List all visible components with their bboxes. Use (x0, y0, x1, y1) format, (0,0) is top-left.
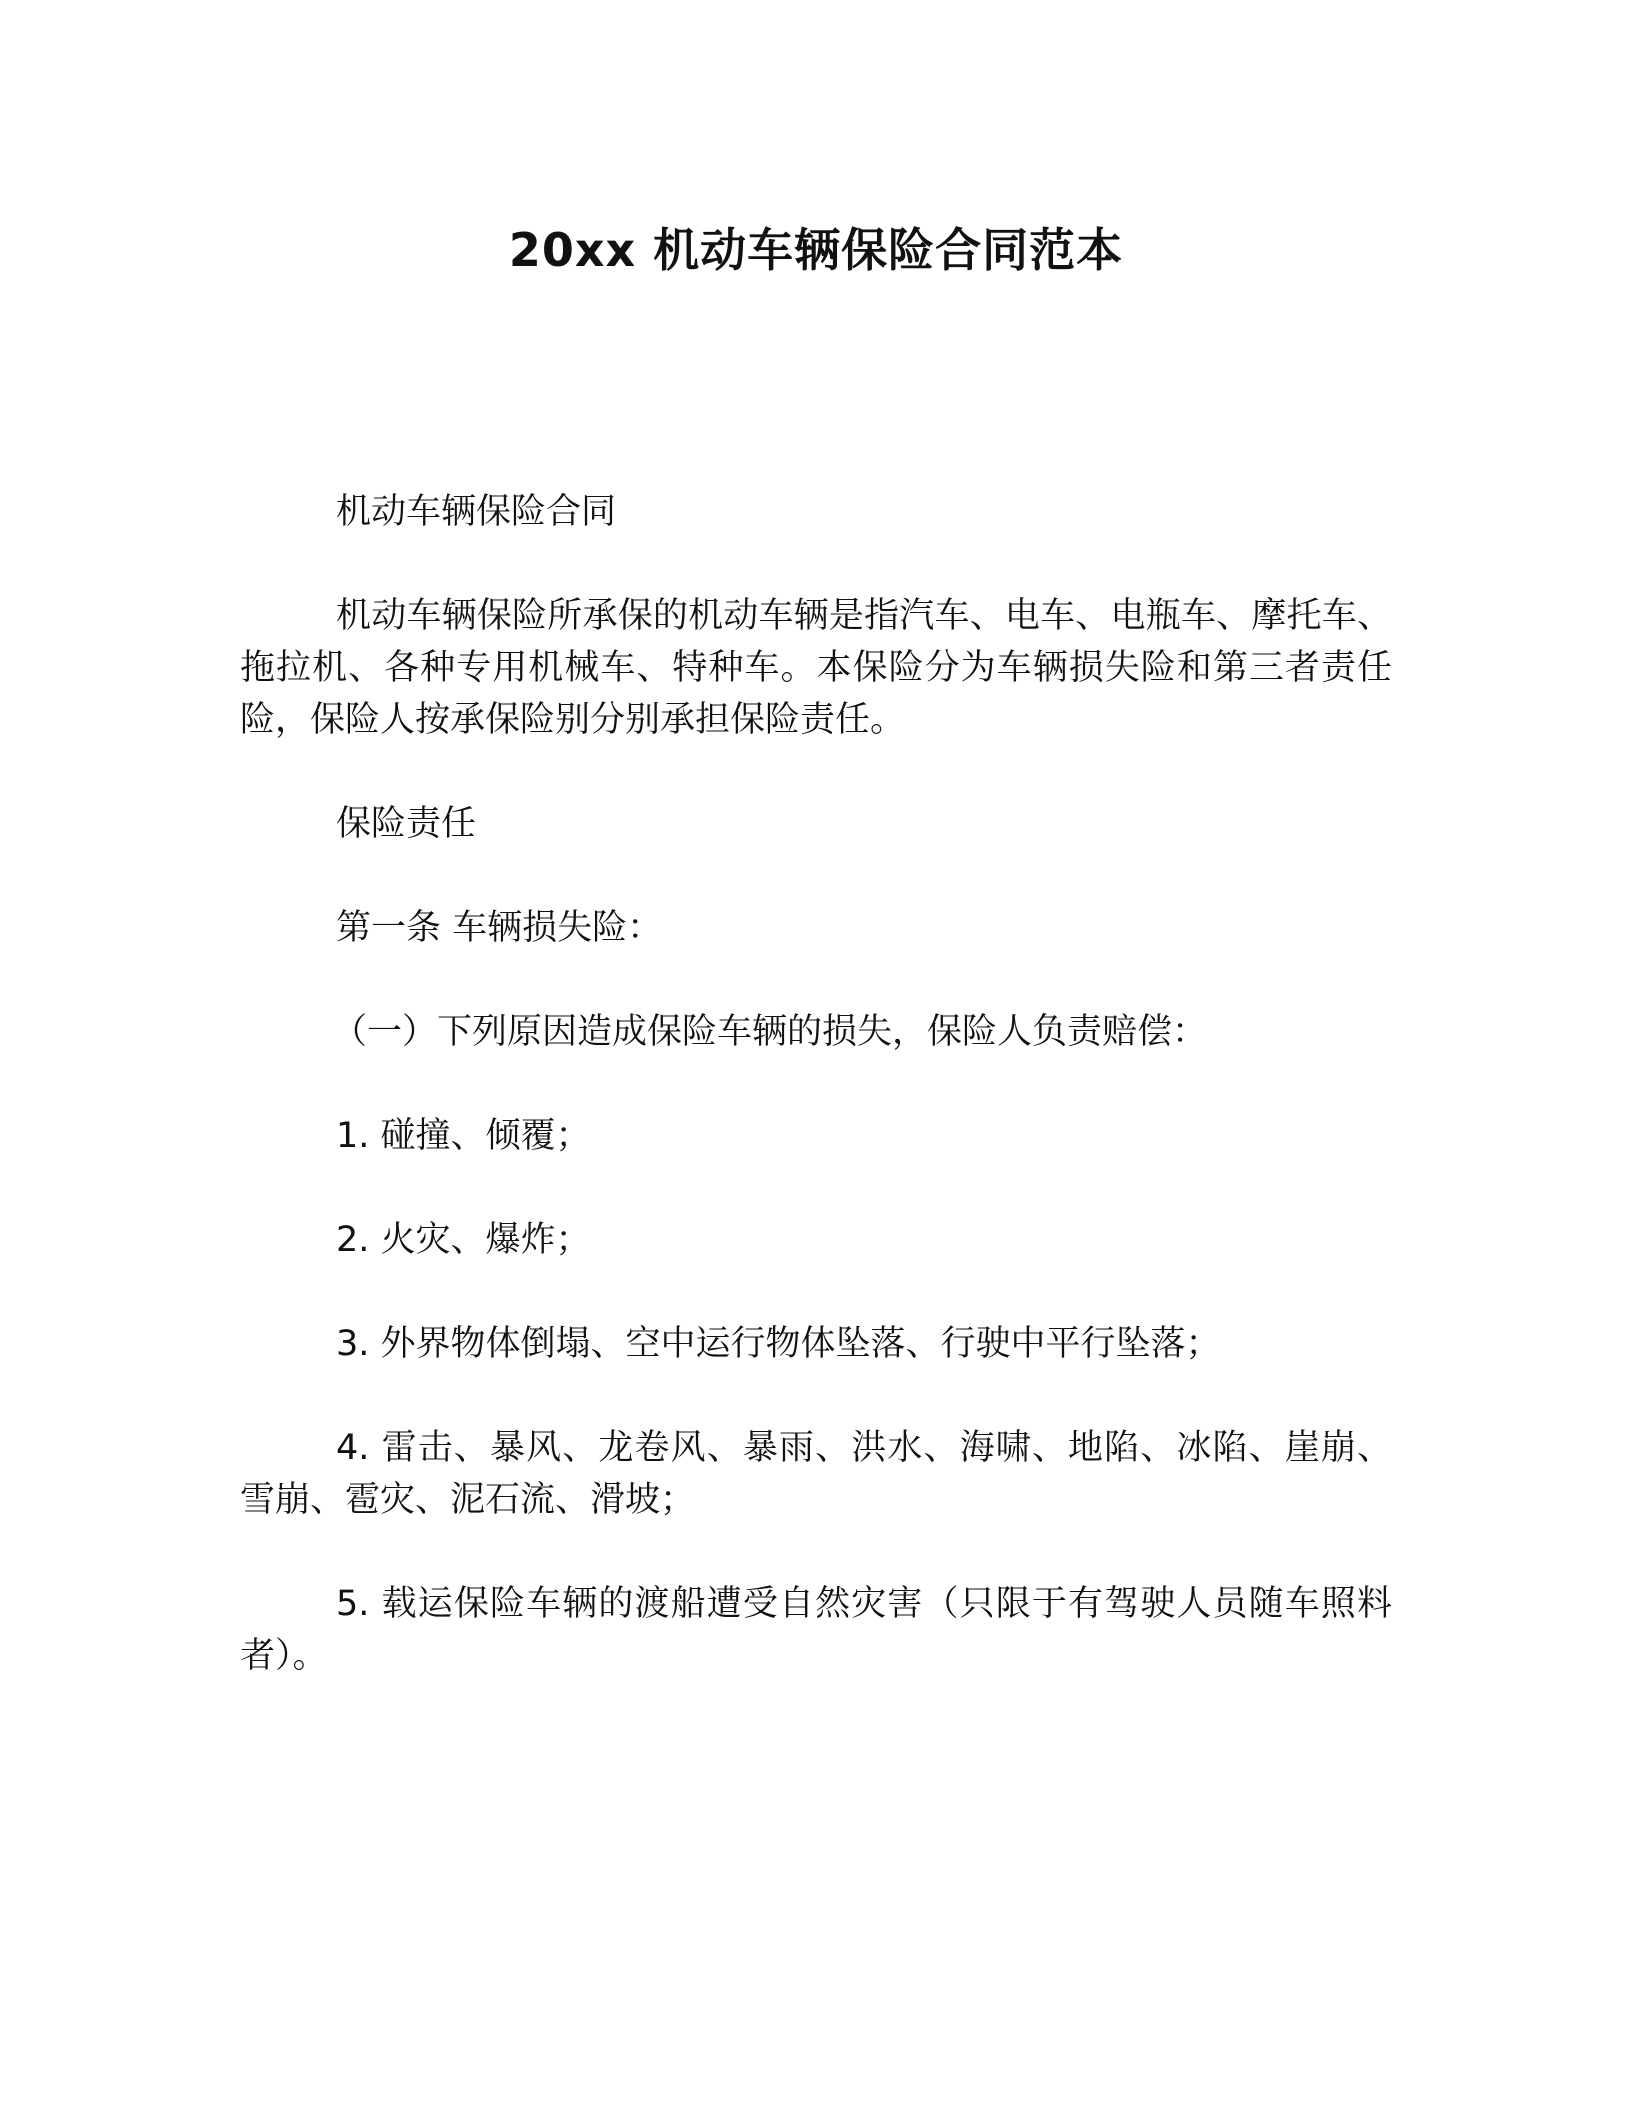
document-title: 20xx 机动车辆保险合同范本 (508, 223, 1124, 277)
section-heading-contract: 机动车辆保险合同 (336, 492, 617, 532)
document-body (240, 486, 1392, 1734)
article-one-heading: 第一条 车辆损失险： (336, 908, 663, 948)
list-item: 2. 火灾、爆炸； (336, 1220, 591, 1260)
list-item: 3. 外界物体倒塌、空中运行物体坠落、行驶中平行坠落； (336, 1324, 1221, 1364)
intro-paragraph: 机动车辆保险所承保的机动车辆是指汽车、电车、电瓶车、摩托车、拖拉机、各种专用机械车、特种车。本保险分为车辆损失险和第三者责任险，保险人按承保险别分别承担保险责任。 (240, 596, 1392, 740)
list-item: 4. 雷击、暴风、龙卷风、暴雨、洪水、海啸、地陷、冰陷、崖崩、雪崩、雹灾、泥石流、滑坡； (240, 1428, 1392, 1520)
clause-one-heading: （一）下列原因造成保险车辆的损失，保险人负责赔偿： (332, 1012, 1208, 1052)
list-item: 1. 碰撞、倾覆； (336, 1116, 591, 1156)
section-heading-liability: 保险责任 (336, 804, 477, 844)
list-item: 5. 载运保险车辆的渡船遭受自然灾害（只限于有驾驶人员随车照料者）。 (240, 1584, 1392, 1676)
